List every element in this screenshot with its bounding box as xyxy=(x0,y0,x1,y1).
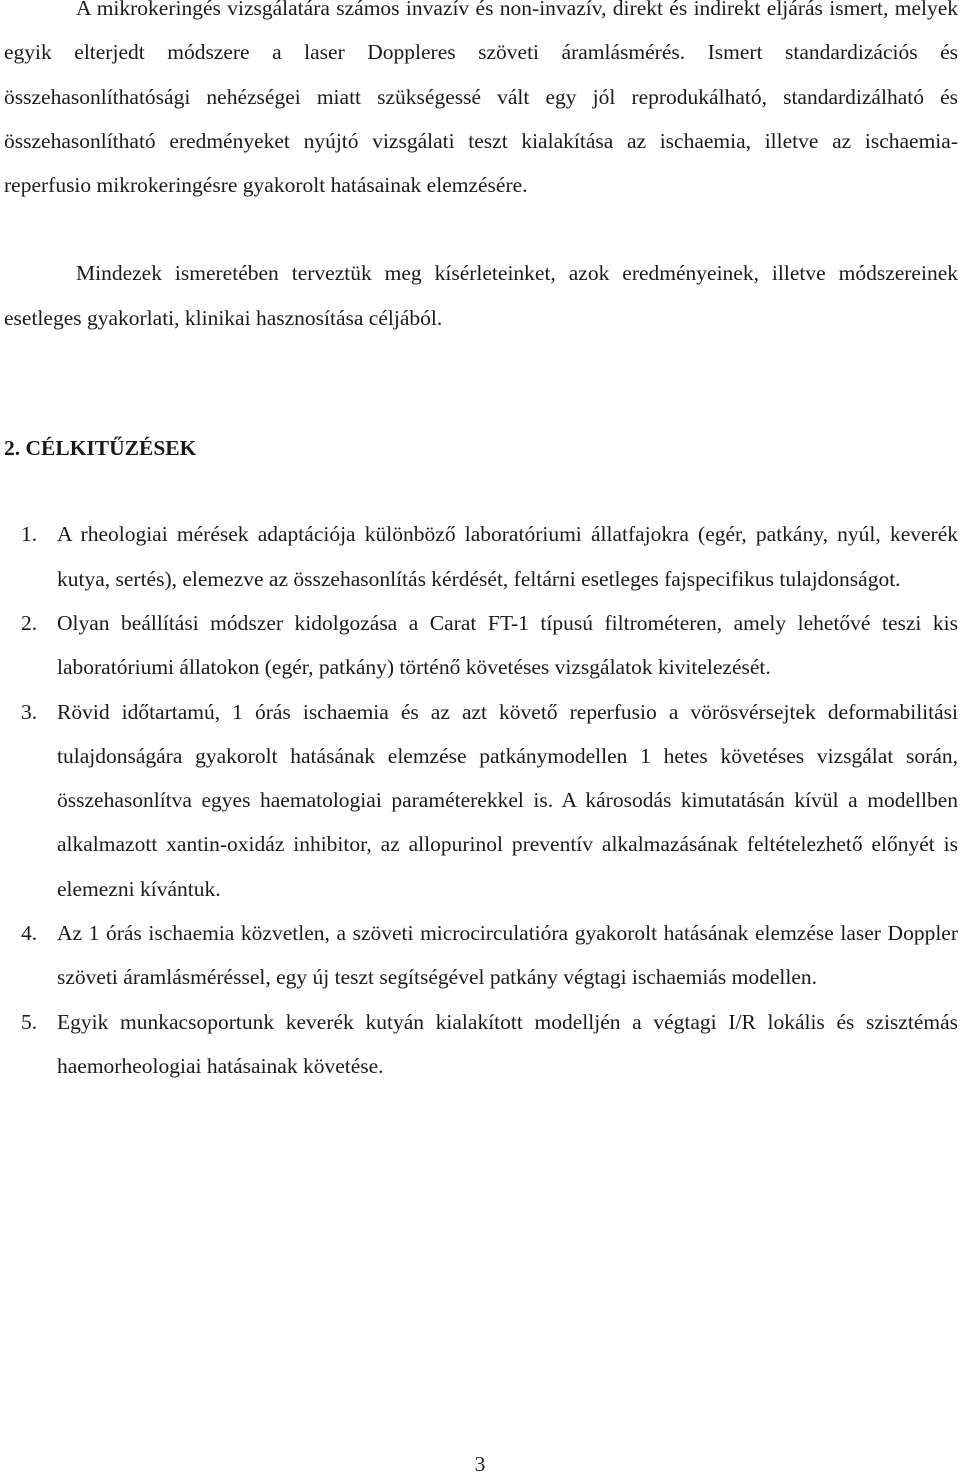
list-item-text: Egyik munkacsoportunk keverék kutyán kialakított modelljén a végtagi I/R lokális és szisztémás haemorheologiai hatásainak követése. xyxy=(57,1009,958,1078)
list-item-number: 5. xyxy=(21,1009,38,1034)
rationale-paragraph: Mindezek ismeretében terveztük meg kísérleteinket, azok eredményeinek, illetve módszereinek esetleges gyakorlati, klinikai hasznosítása céljából. xyxy=(4,261,958,330)
list-item xyxy=(4,601,958,690)
list-item xyxy=(4,512,958,601)
list-item xyxy=(4,1000,958,1089)
goals-list xyxy=(4,512,958,1088)
list-item xyxy=(4,911,958,1000)
list-item xyxy=(4,690,958,911)
list-item-number: 4. xyxy=(21,921,38,946)
page-number: 3 xyxy=(474,1452,486,1476)
list-item-text: Az 1 órás ischaemia közvetlen, a szöveti microcirculatióra gyakorolt hatásának elemzése laser Doppler szöveti áramlásméréssel, egy új teszt segítségével patkány végtagi ischaemiás modellen. xyxy=(57,921,958,990)
document-page xyxy=(4,0,958,1088)
section-heading: 2. CÉLKITŰZÉSEK xyxy=(4,436,197,461)
list-item-text: A rheologiai mérések adaptációja különböző laboratóriumi állatfajokra (egér, patkány, nyúl, keverék kutya, sertés), elemezve az összehasonlítás kérdését, feltárni esetleges fajspecifikus tulajdonságot. xyxy=(57,522,958,591)
list-item-text: Olyan beállítási módszer kidolgozása a Carat FT-1 típusú filtrométeren, amely lehetővé teszi kis laboratóriumi állatokon (egér, patkány) történő követéses vizsgálatok kivitelezését. xyxy=(57,610,958,680)
intro-paragraph: A mikrokeringés vizsgálatára számos invazív és non-invazív, direkt és indirekt eljárás ismert, melyek egyik elterjedt módszere a laser Doppleres szöveti áramlásmérés. Ismert standardizációs és összehasonlíthatósági nehézségei miatt szükségessé vált egy jól reprodukálható, standardizálható és összehasonlítható eredményeket nyújtó vizsgálati teszt kialakítása az ischaemia, illetve az ischaemia-reperfusio mikrokeringésre gyakorolt hatásainak elemzésére. xyxy=(4,0,958,198)
list-item-number: 3. xyxy=(21,699,38,724)
list-item-text: Rövid időtartamú, 1 órás ischaemia és az azt követő reperfusio a vörösvérsejtek deformabilitási tulajdonságára gyakorolt hatásának elemzése patkánymodellen 1 hetes követéses vizsgálat során, összehasonlítva egyes haematologiai paraméterekkel is. A károsodás kimutatásán kívül a modellben alkalmazott xantin-oxidáz inhibitor, az allopurinol preventív alkalmazásának feltételezhető előnyét is elemezni kívántuk. xyxy=(57,699,958,901)
list-item-number: 2. xyxy=(21,610,38,635)
list-item-number: 1. xyxy=(21,522,38,547)
